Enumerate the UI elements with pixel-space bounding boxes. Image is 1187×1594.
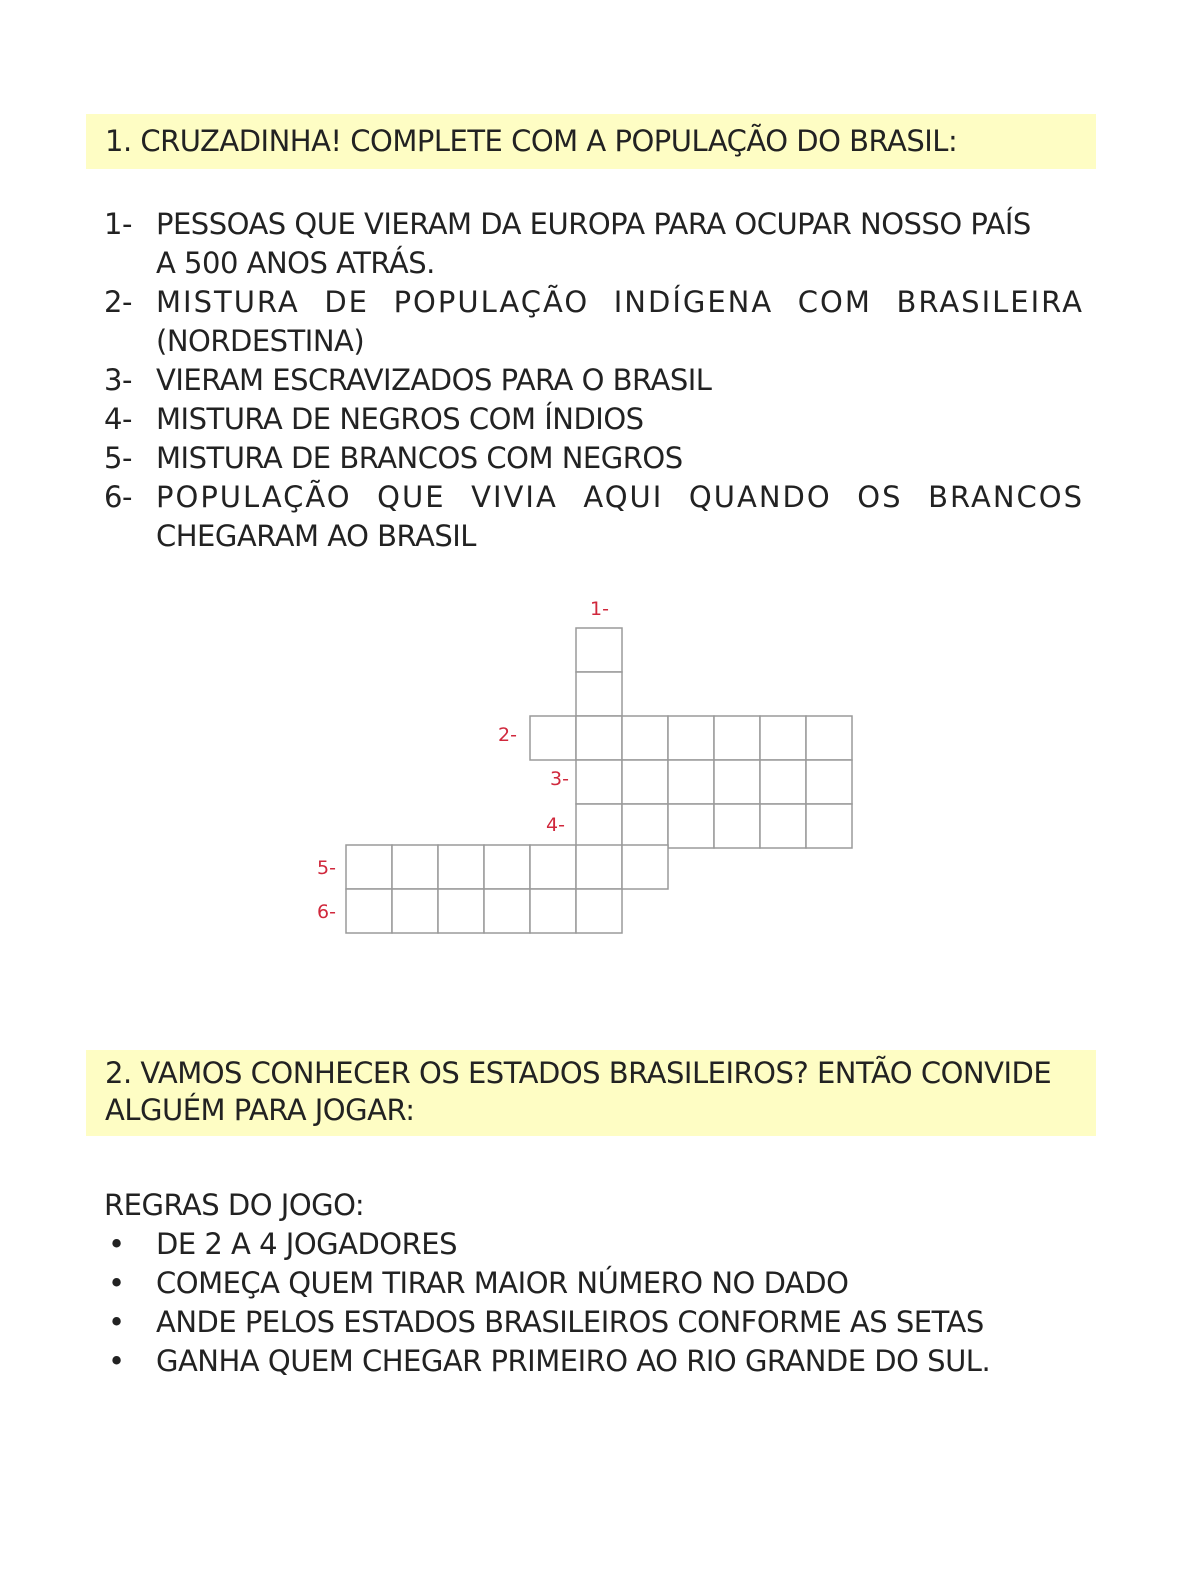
rule-text: ANDE PELOS ESTADOS BRASILEIROS CONFORME AS SETAS: [156, 1305, 984, 1339]
clue-text: MISTURA DE BRANCOS COM NEGROS: [156, 441, 683, 475]
crossword-cell[interactable]: [530, 889, 576, 933]
clue-text: MISTURA DE POPULAÇÃO INDÍGENA COM BRASILEIRA: [156, 285, 1084, 319]
crossword-cell[interactable]: [668, 760, 714, 804]
crossword-cell[interactable]: [346, 845, 392, 889]
crossword-cell[interactable]: [622, 845, 668, 889]
clue-number: 1-: [104, 207, 132, 241]
clue-number: 2-: [104, 285, 132, 319]
clue-number: 5-: [104, 441, 132, 475]
rule-item: [104, 1303, 1084, 1342]
crossword-cell[interactable]: [346, 889, 392, 933]
crossword-cell[interactable]: [576, 672, 622, 716]
crossword-cell[interactable]: [806, 804, 852, 848]
clue-number: 4-: [104, 402, 132, 436]
clue-text: PESSOAS QUE VIERAM DA EUROPA PARA OCUPAR NOSSO PAÍS: [156, 207, 1031, 241]
crossword-label-3: 3-: [550, 768, 569, 790]
clue-text: POPULAÇÃO QUE VIVIA AQUI QUANDO OS BRANCOS: [156, 480, 1084, 514]
crossword-label-5: 5-: [317, 857, 336, 879]
section2-title-line2: ALGUÉM PARA JOGAR:: [105, 1093, 415, 1127]
crossword-cell[interactable]: [622, 716, 668, 760]
rule-item: [104, 1264, 1084, 1303]
crossword-label-6: 6-: [317, 901, 336, 923]
crossword-cell[interactable]: [392, 889, 438, 933]
crossword-cell[interactable]: [484, 889, 530, 933]
rule-item: [104, 1342, 1084, 1381]
rule-text: COMEÇA QUEM TIRAR MAIOR NÚMERO NO DADO: [156, 1266, 849, 1300]
bullet-icon: •: [108, 1266, 125, 1300]
section1-title: 1. CRUZADINHA! COMPLETE COM A POPULAÇÃO DO BRASIL:: [86, 114, 1096, 169]
crossword-cell[interactable]: [530, 716, 576, 760]
crossword-cell[interactable]: [668, 804, 714, 848]
crossword-cell[interactable]: [576, 804, 622, 848]
clue-text: VIERAM ESCRAVIZADOS PARA O BRASIL: [156, 363, 712, 397]
clue-5: [104, 439, 1084, 478]
clue-6-continuation: CHEGARAM AO BRASIL: [156, 519, 476, 553]
clue-3: [104, 361, 1084, 400]
clue-6: [104, 478, 1084, 517]
crossword-cell[interactable]: [530, 845, 576, 889]
section2-title-line1: 2. VAMOS CONHECER OS ESTADOS BRASILEIROS? ENTÃO CONVIDE: [105, 1056, 1052, 1090]
bullet-icon: •: [108, 1305, 125, 1339]
crossword-label-2: 2-: [498, 724, 517, 746]
crossword-cell[interactable]: [438, 889, 484, 933]
rule-text: GANHA QUEM CHEGAR PRIMEIRO AO RIO GRANDE DO SUL.: [156, 1344, 991, 1378]
crossword-cell[interactable]: [760, 804, 806, 848]
crossword-cell[interactable]: [806, 760, 852, 804]
bullet-icon: •: [108, 1227, 125, 1261]
section2-title: [86, 1050, 1096, 1136]
crossword-cell[interactable]: [392, 845, 438, 889]
clue-text: MISTURA DE NEGROS COM ÍNDIOS: [156, 402, 644, 436]
crossword-cell[interactable]: [576, 760, 622, 804]
crossword-cell[interactable]: [438, 845, 484, 889]
bullet-icon: •: [108, 1344, 125, 1378]
rules-heading: REGRAS DO JOGO:: [104, 1188, 365, 1222]
crossword-grid: [300, 588, 860, 958]
crossword-cell[interactable]: [668, 716, 714, 760]
rules-block: [104, 1186, 1084, 1381]
clue-1: [104, 205, 1084, 244]
clue-4: [104, 400, 1084, 439]
crossword-cell[interactable]: [714, 760, 760, 804]
clue-2: [104, 283, 1084, 322]
clue-1-continuation: A 500 ANOS ATRÁS.: [156, 246, 435, 280]
crossword-cell[interactable]: [806, 716, 852, 760]
crossword-cell[interactable]: [760, 716, 806, 760]
crossword-cell[interactable]: [714, 716, 760, 760]
clue-2-continuation: (NORDESTINA): [156, 324, 365, 358]
clue-number: 3-: [104, 363, 132, 397]
clue-number: 6-: [104, 480, 132, 514]
crossword-cell[interactable]: [576, 845, 622, 889]
crossword-cell[interactable]: [622, 804, 668, 848]
rule-text: DE 2 A 4 JOGADORES: [156, 1227, 457, 1261]
crossword-label-4: 4-: [546, 814, 565, 836]
crossword-cell[interactable]: [484, 845, 530, 889]
crossword-label-1: 1-: [590, 598, 609, 620]
crossword-cell[interactable]: [760, 760, 806, 804]
rule-item: [104, 1225, 1084, 1264]
crossword-cell[interactable]: [714, 804, 760, 848]
crossword-cell[interactable]: [622, 760, 668, 804]
clue-list: [104, 205, 1084, 556]
crossword-cell[interactable]: [576, 628, 622, 672]
crossword-cell[interactable]: [576, 716, 622, 760]
crossword-cell[interactable]: [576, 889, 622, 933]
